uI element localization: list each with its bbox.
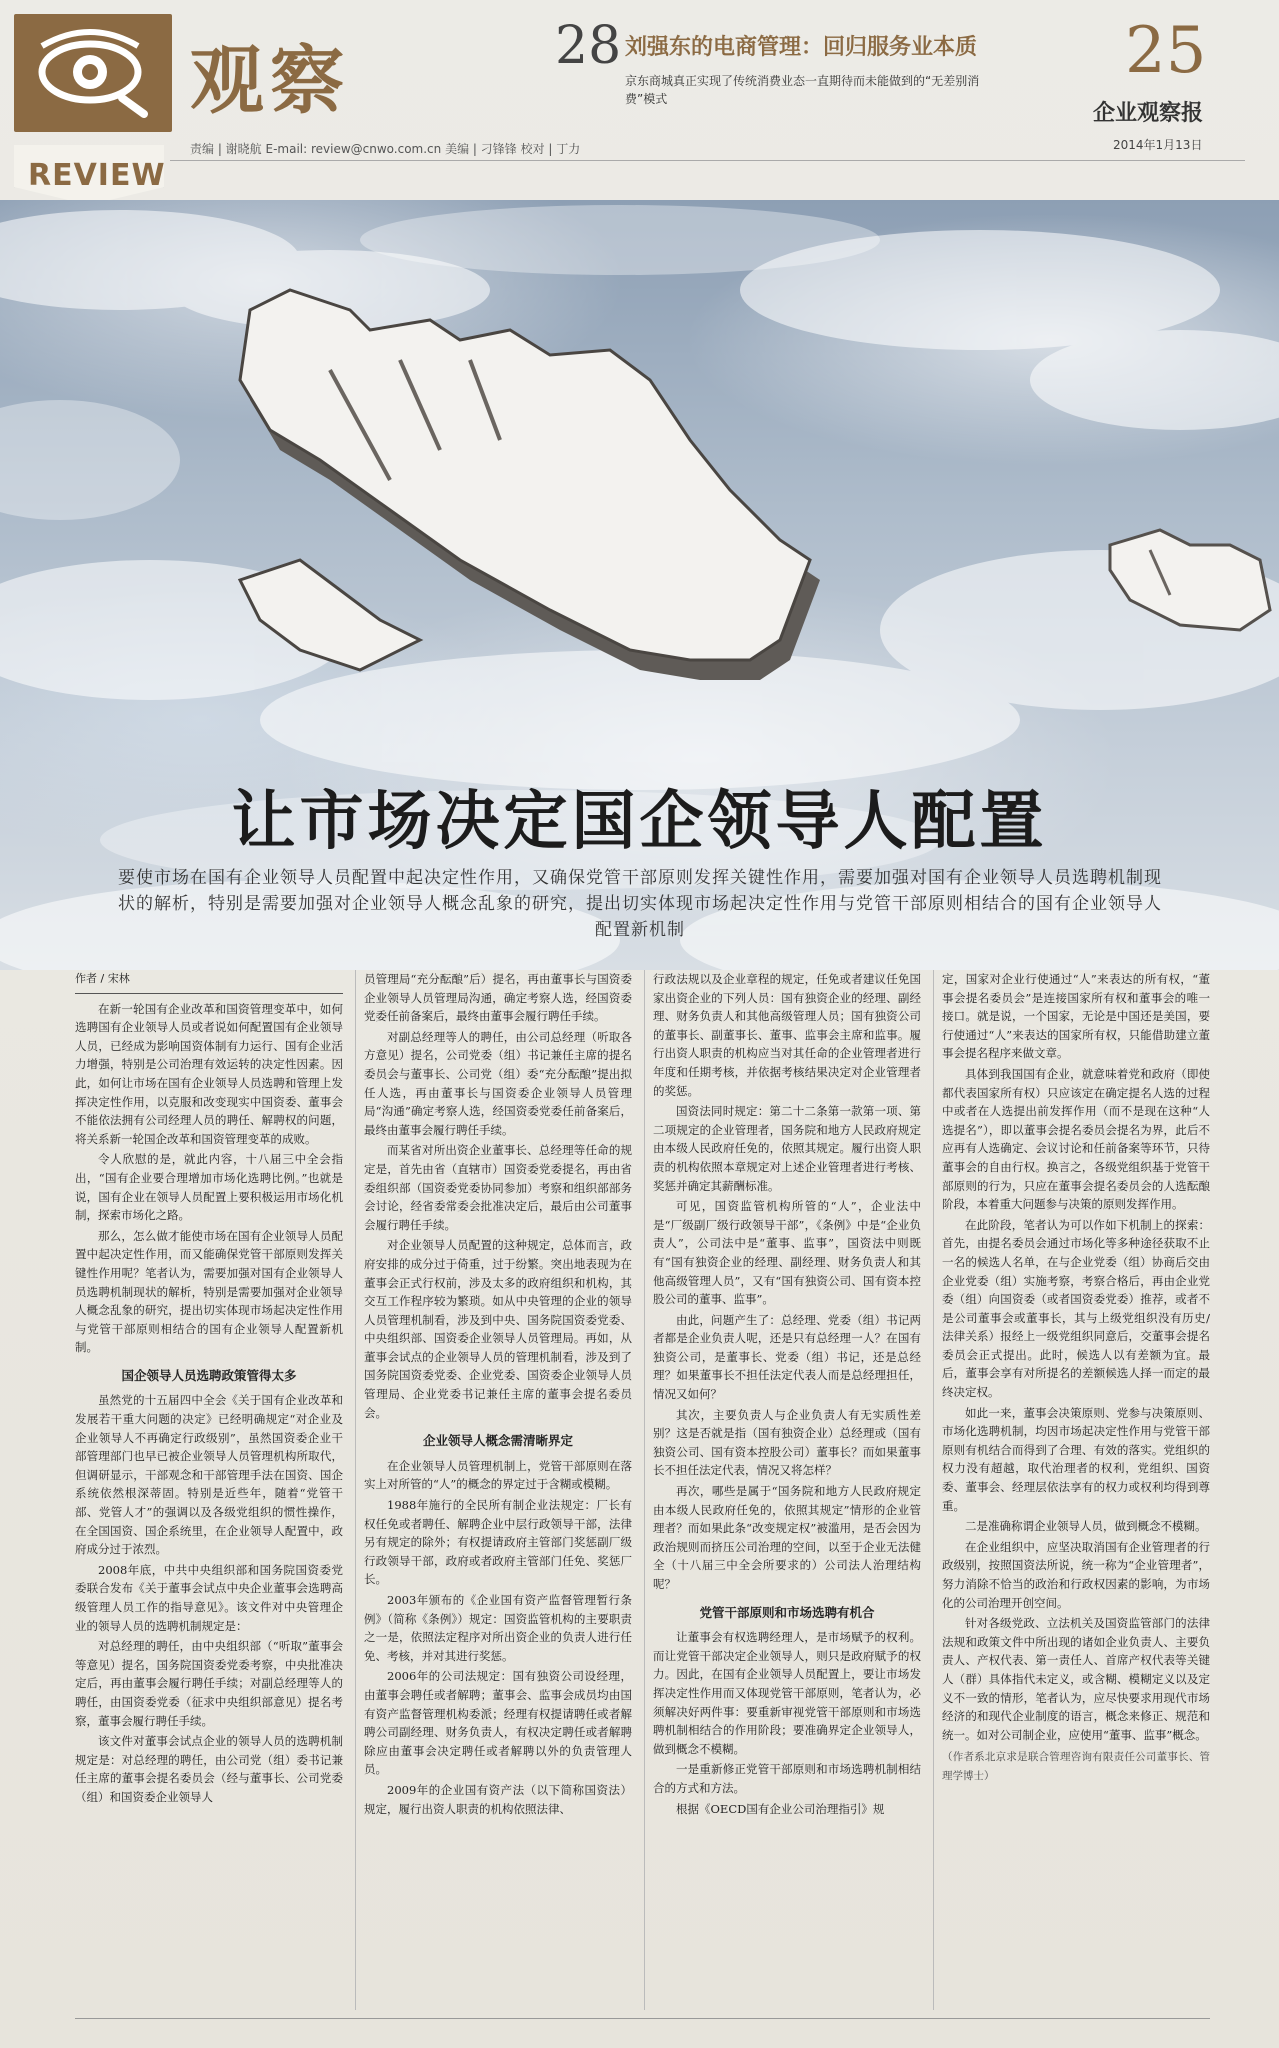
header-divider xyxy=(170,160,1245,161)
paragraph: 针对各级党政、立法机关及国资监管部门的法律法规和政策文件中所出现的诸如企业负责人、主要负责人、产权代表、第一责任人、首席产权代表等关键人（群）具体指代未定义，或含糊、模糊定义以及定义不一致的情形，笔者认为，应尽快要求用现代市场经济的和现代企业制度的语言，概念来修正、规范和统一。如对公司制企业，应使用“董事、监事”概念。 xyxy=(942,1616,1210,1742)
paragraph: 在企业领导人员管理机制上，党管干部原则在落实上对所管的“人”的概念的界定过于含糊或模糊。 xyxy=(364,1458,632,1492)
paragraph: 定，国家对企业行使通过“人”来表达的所有权，“董事会提名委员会”是连接国家所有权和董事会的唯一接口。就是说，一个国家，无论是中国还是美国，要行使通过“人”来表达的国家所有权，只能借助建立董事会提名程序来做文章。 xyxy=(942,972,1210,1061)
newspaper-name: 企业观察报 xyxy=(1093,100,1204,126)
paragraph: 2003年颁布的《企业国有资产监督管理暂行条例》（简称《条例》）规定：国资监管机构的主要职责之一是，依照法定程序对所出资企业的负责人进行任免、考核，并对其进行奖惩。 xyxy=(364,1593,632,1663)
paragraph: 在此阶段，笔者认为可以作如下机制上的探索：首先，由提名委员会通过市场化等多种途径获取不止一名的候选人名单，在与企业党委（组）协商后交由企业党委（组）实施考察，考察合格后，再由企业党委（组）向国资委（或者国资委党委）推荐，或者不是公司董事会或董事长，其与上级党组织没有历史/法律关系）报经上一级党组织同意后，交董事会提名委员会正式提出。此时，候选人以有差额为宜。最后，董事会享有对所提名的差额候选人择一而定的最终决定权。 xyxy=(942,1217,1210,1400)
paragraph: 其次，主要负责人与企业负责人有无实质性差别？这是否就是指（国有独资企业）总经理或（国有独资公司、国有资本控股公司）董事长？而如果董事长不担任法定代表，情况又将怎样？ xyxy=(653,1407,921,1478)
teaser-title[interactable]: 刘强东的电商管理：回归服务业本质 xyxy=(625,35,978,60)
column-divider xyxy=(933,970,934,2010)
page-number: 25 xyxy=(1125,14,1207,88)
paragraph: 2008年底，中共中央组织部和国务院国资委党委联合发布《关于董事会试点中央企业董事会选聘高级管理人员工作的指导意见》。该文件对中央管理企业的领导人员的选聘机制规定是： xyxy=(75,1562,343,1633)
article-headline: 让市场决定国企领导人配置 xyxy=(231,784,1048,859)
column-divider xyxy=(644,970,645,2010)
review-label: REVIEW xyxy=(28,158,166,193)
paragraph: 可见，国资监管机构所管的“人”，企业法中是“厂级副厂级行政领导干部”，《条例》中是“企业负责人”，公司法中是“董事、监事”，国资法中则既有“国有独资企业的经理、副经理、财务负责人和其他高级管理人员”，又有“国有独资公司、国有资本控股公司的董事、监事”。 xyxy=(653,1199,921,1307)
paragraph: 根据《OECD国有企业公司治理指引》规 xyxy=(676,1801,885,1816)
column-divider xyxy=(355,970,356,2010)
teaser-page-number: 28 xyxy=(555,16,622,76)
paragraph: 而某省对所出资企业董事长、总经理等任命的规定是，首先由省（直辖市）国资委党委提名，再由省委组织部（国资委党委协同参加）考察和组织部部务会讨论，经省委常委会批准决定后，最后由公司董事会履行聘任手续。 xyxy=(364,1143,632,1232)
paragraph: 该文件对董事会试点企业的领导人员的选聘机制规定是：对总经理的聘任，由公司党（组）委书记兼任主席的董事会提名委员会（经与董事长、公司党委（组）和国资委企业领导人 xyxy=(75,1734,343,1804)
hero-illustration xyxy=(0,200,1279,970)
paragraph: 对总经理的聘任，由中央组织部（“听取”董事会等意见）提名，国务院国资委党委考察，中央批准决定后，再由董事会履行聘任手续；对副总经理等人的聘任，由国资委党委（征求中央组织部意见）提名考察，董事会履行聘任手续。 xyxy=(75,1639,343,1728)
cursor-hand-icon xyxy=(240,290,820,680)
section-title: 观察 xyxy=(190,38,350,124)
bottom-divider xyxy=(75,2018,1210,2019)
paragraph: 对企业领导人员配置的这种规定，总体而言，政府安排的成分过于倚重，过于纷繁。突出地表现为在董事会正式行权前，涉及太多的政府组织和机构，其交互工作程序较为繁琐。如从中央管理的企业的领导人员管理机制看，涉及到中央、国务院国资委党委、中央组织部、国资委企业领导人员管理局。再如，从董事会试点的企业领导人员的管理机制看，涉及到了国务院国资委党委、企业党委、国资委企业领导人员管理局、企业党委书记兼任主席的董事会提名委员会。 xyxy=(364,1238,632,1420)
paragraph: 2009年的企业国有资产法（以下简称国资法）规定，履行出资人职责的机构依照法律、 xyxy=(364,1782,632,1816)
paragraph: 再次，哪些是属于“国务院和地方人民政府规定由本级人民政府任免的，依照其规定”情形的企业管理者？而如果此条“改变规定权”被滥用，是否会因为政治规则而挤压公司治理的空间，以至于企业无法健全（十八届三中全会所要求的）公司法人治理结构呢？ xyxy=(653,1484,921,1591)
page-header xyxy=(0,0,1279,200)
subheading: 国企领导人员选聘政策管得太多 xyxy=(121,1367,297,1383)
teaser-description: 京东商城真正实现了传统消费业态一直期待而未能做到的“无差别消费”模式 xyxy=(625,74,980,106)
eye-icon xyxy=(36,26,150,118)
editor-credits: 责编 | 谢晓航 E-mail: review@cnwo.com.cn 美编 | 刁锋锋 校对 | 丁力 xyxy=(190,142,581,156)
issue-date: 2014年1月13日 xyxy=(1113,138,1203,152)
paragraph: 二是准确称谓企业领导人员，做到概念不模糊。 xyxy=(965,1519,1207,1534)
author-note: （作者系北京求是联合管理咨询有限责任公司董事长、管理学博士） xyxy=(942,1751,1210,1782)
column-3 xyxy=(653,970,921,2010)
paragraph: 让董事会有权选聘经理人，是市场赋予的权利。而让党管干部决定企业领导人，则只是政府赋予的权力。因此，在国有企业领导人员配置上，要让市场发挥决定性作用而又体现党管干部原则，笔者认为，必须解决好两件事：要重新审视党管干部原则和市场选聘机制相结合的作用阶段；要准确界定企业领导人，做到概念不模糊。 xyxy=(653,1630,921,1756)
subheading: 党管干部原则和市场选聘有机合 xyxy=(699,1604,875,1620)
paragraph: 2006年的公司法规定：国有独资公司设经理，由董事会聘任或者解聘；董事会、监事会成员均由国有资产监督管理机构委派；经理有权提请聘任或者解聘公司副经理、财务负责人，有权决定聘任或者解聘除应由董事会决定聘任或者解聘以外的负责管理人员。 xyxy=(364,1669,632,1777)
subheading: 企业领导人概念需清晰界定 xyxy=(422,1433,573,1449)
paragraph: 1988年施行的全民所有制企业法规定：厂长有权任免或者聘任、解聘企业中层行政领导干部，法律另有规定的除外；有权提请政府主管部门奖惩副厂级行政领导干部，政府或者政府主管部门任免、奖惩厂长。 xyxy=(364,1498,632,1587)
byline: 作者 / 宋林 xyxy=(75,970,343,994)
paragraph: 在新一轮国有企业改革和国资管理变革中，如何选聘国有企业领导人员或者说如何配置国有企业领导人员，已经成为影响国资体制有力运行、国有企业活力增强，特别是公司治理有效运转的决定性因素。因此，如何让市场在国有企业领导人员选聘和管理上发挥决定性作用，以克服和改变现实中国资委、董事会不能依法拥有公司经理人员的聘任、解聘权的问题，将关系新一轮国企改革和国资管理变革的成败。 xyxy=(75,1001,343,1146)
paragraph: 对副总经理等人的聘任，由公司总经理（听取各方意见）提名，公司党委（组）书记兼任主席的提名委员会与董事长、公司党（组）委“充分酝酿”提出拟任人选，再由董事长与国资委企业领导人员管理局“沟通”确定考察人选，经国资委党委任前备案后，最终由董事会履行聘任手续。 xyxy=(364,1029,632,1137)
article-deck: 要使市场在国有企业领导人员配置中起决定性作用，又确保党管干部原则发挥关键性作用，需要加强对国有企业领导人员选聘机制现状的解析，特别是需要加强对企业领导人概念乱象的研究，提出切实体现市场起决定性作用与党管干部原则相结合的国有企业领导人配置新机制 xyxy=(118,868,1162,940)
paragraph: 由此，问题产生了：总经理、党委（组）书记两者都是企业负责人呢，还是只有总经理一人？在国有独资公司，是董事长、党委（组）书记，还是总经理？如果董事长不担任法定代表人而是总经理担任，情况又如何？ xyxy=(653,1312,921,1402)
column-1 xyxy=(75,970,343,2010)
paragraph: 虽然党的十五届四中全会《关于国有企业改革和发展若干重大问题的决定》已经明确规定“对企业及企业领导人不再确定行政级别”，虽然国资委企业干部管理部门也早已被企业领导人员管理机构所取代，但调研显示，干部观念和干部管理手法在国资、国企系统依然根深蒂固。特别是近些年，随着“党管干部、党管人才”的强调以及各级党组织的惯性操作，在全国国资、国企系统里，在企业领导人配置中，政府成分过于浓烈。 xyxy=(75,1393,343,1557)
paragraph: 具体到我国国有企业，就意味着党和政府（即使都代表国家所有权）只应该定在确定提名人选的过程中或者在人选提出前发挥作用（而不是现在这种“人选提名”），即以董事会提名委员会提名为界，此后不应再有人选确定、会议讨论和任前备案等环节，只待董事会的自由行权。换言之，各级党组织基于党管干部原则的行为，只应在董事会提名委员会的人选酝酿阶段，本着重大问题参与决策的原则发挥作用。 xyxy=(942,1066,1210,1212)
paragraph: 员管理局“充分酝酿”后）提名，再由董事长与国资委企业领导人员管理局沟通，确定考察人选，经国资委党委任前备案后，最终由董事会履行聘任手续。 xyxy=(364,972,632,1024)
article-body xyxy=(75,970,1210,2015)
paragraph: 一是重新修正党管干部原则和市场选聘机制相结合的方式和方法。 xyxy=(653,1762,921,1795)
column-2 xyxy=(364,970,632,2010)
column-4 xyxy=(942,970,1210,2010)
paragraph: 行政法规以及企业章程的规定，任免或者建议任免国家出资企业的下列人员：国有独资企业的经理、副经理、财务负责人和其他高级管理人员；国有独资公司的董事长、副董事长、董事、监事会主席和监事。履行出资人职责的机构应当对其任命的企业管理者进行年度和任期考核，并依据考核结果决定对企业管理者的奖惩。 xyxy=(653,972,921,1098)
paragraph: 令人欣慰的是，就此内容，十八届三中全会指出，“国有企业要合理增加市场化选聘比例。”也就是说，国有企业在领导人员配置上要积极运用市场化机制，探索市场化之路。 xyxy=(75,1152,343,1223)
paragraph: 那么，怎么做才能使市场在国有企业领导人员配置中起决定性作用，而又能确保党管干部原则发挥关键性作用呢？笔者认为，需要加强对国有企业领导人员选聘机制现状的解析，特别是需要加强对企业领导人概念乱象的研究，提出切实体现市场起决定性作用与党管干部原则相结合的国有企业领导人配置新机制。 xyxy=(75,1228,343,1355)
section-logo xyxy=(14,14,172,132)
paragraph: 在企业组织中，应坚决取消国有企业管理者的行政级别，按照国资法所说，统一称为“企业管理者”，努力消除不恰当的政治和行政权因素的影响，为市场化的公司治理开创空间。 xyxy=(942,1539,1210,1610)
paragraph: 国资法同时规定：第二十二条第一款第一项、第二项规定的企业管理者，国务院和地方人民政府规定由本级人民政府任免的，依照其规定。履行出资人职责的机构依照本章规定对上述企业管理者进行考核、奖惩并确定其薪酬标准。 xyxy=(653,1104,921,1193)
paragraph: 如此一来，董事会决策原则、党参与决策原则、市场化选聘机制，均因市场起决定性作用与党管干部原则有机结合而得到了合理、有效的落实。党组织的权力没有超越，取代治理者的权利，党组织、国资委、董事会、经理层依法享有的权力或权利均得到尊重。 xyxy=(942,1405,1210,1513)
